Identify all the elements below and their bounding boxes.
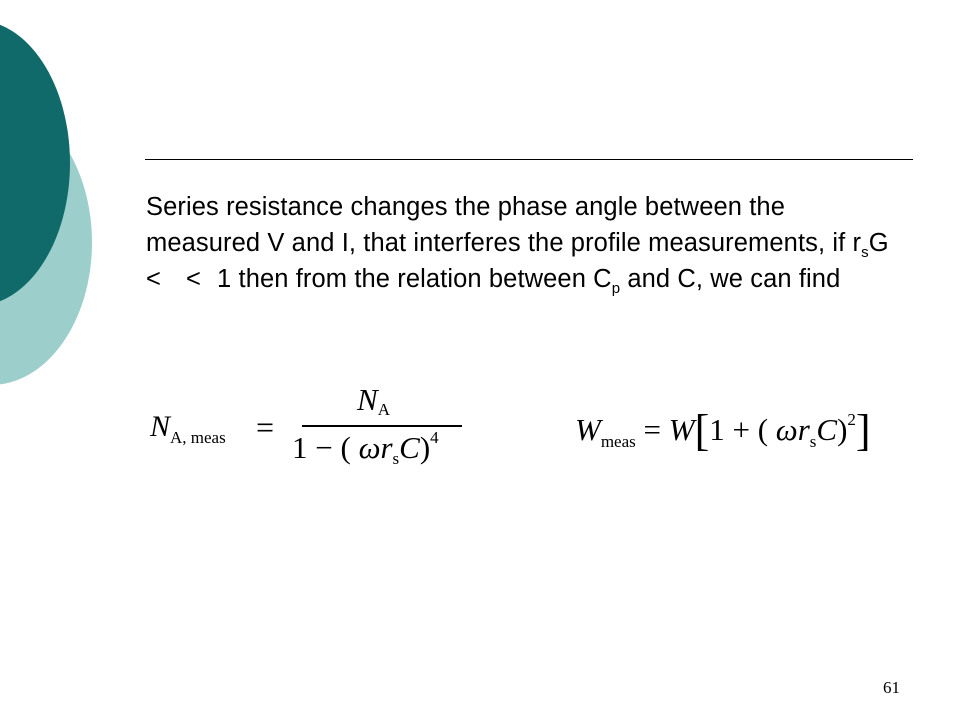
equation1-fraction-bar [302, 425, 462, 427]
body-paragraph: Series resistance changes the phase angle between the measured V and I, that interferes the profile measurements, if $r_sG$ < < 1 then from the relation between $C_p$ and C, we can find [146, 193, 889, 297]
equation1-lhs: $N_{A, meas}$ [150, 410, 226, 447]
equation2: $W_{meas} = W[1$ + ( $\omega r_sC)^2$] [575, 406, 871, 455]
page-number: 61 [883, 678, 900, 697]
equation1-numerator: NA [357, 382, 390, 419]
equation1-denominator: 1 − ( ωrsC)$^4$ [292, 428, 439, 468]
equation1-equals-sign: = [256, 409, 275, 445]
title-divider-line [145, 159, 913, 160]
